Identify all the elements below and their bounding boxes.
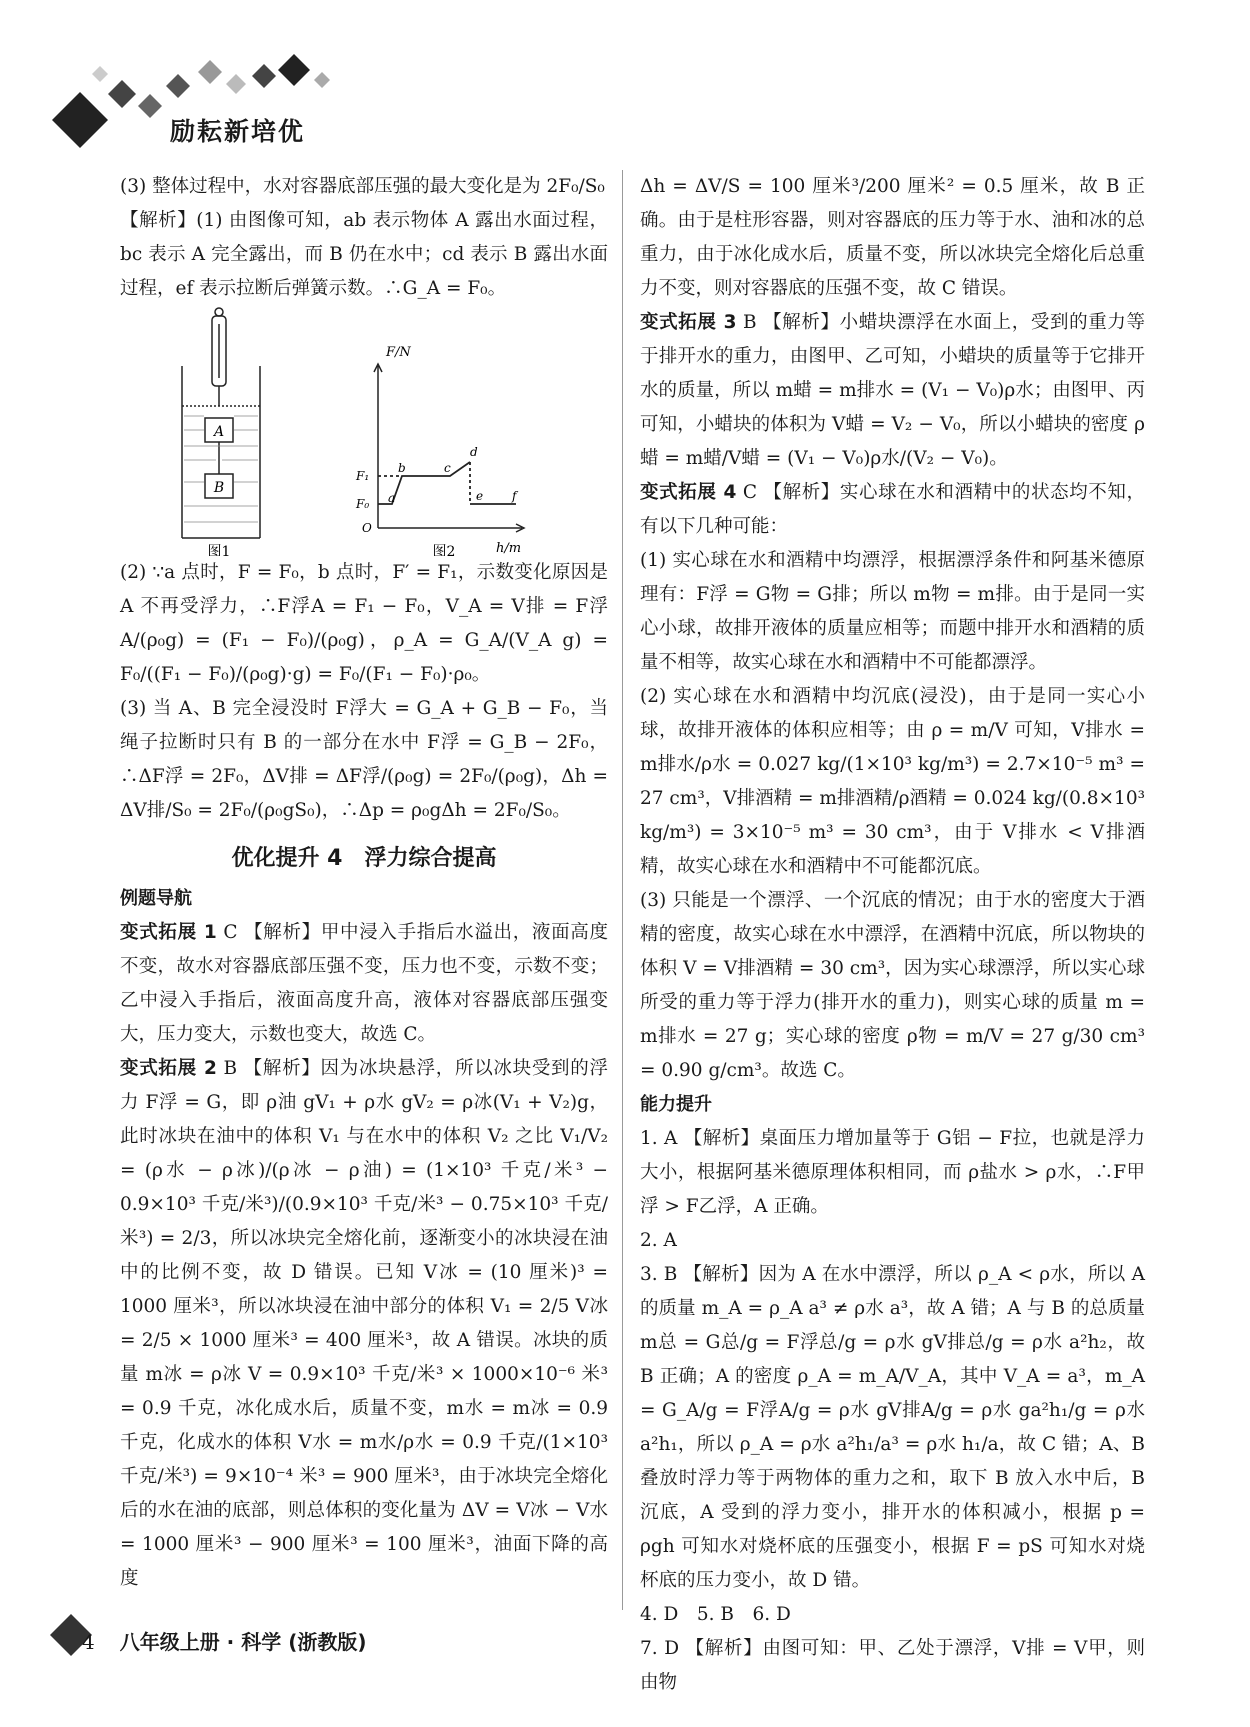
fig1-spring-scale bbox=[212, 308, 226, 406]
left-p4: (3) 当 A、B 完全浸没时 F浮大 = G_A + G_B − F₀，当绳子拉断时只有 B 的一部分在水中 F浮 = G_B − 2F₀，∴ΔF浮 = 2F₀，ΔV排 = ΔF浮/(ρ₀g) = 2F₀/(ρ₀g)，Δh = ΔV排/S₀ = 2F₀/(ρ₀gS₀)，∴Δp = ρ₀gΔh = 2F₀/S₀。 bbox=[120, 698, 608, 821]
ex1 bbox=[120, 916, 608, 1052]
ex2 bbox=[120, 1052, 608, 1596]
answer-4-6: 4. D 5. B 6. D bbox=[640, 1604, 791, 1625]
fig2-point-c: c bbox=[444, 461, 451, 475]
fig2-origin: O bbox=[362, 521, 372, 535]
ex4-text: C 【解析】实心球在水和酒精中的状态均不知，有以下几种可能： bbox=[640, 482, 1145, 537]
brand-title: 励耘新培优 bbox=[170, 117, 306, 146]
left-p2: 【解析】(1) 由图像可知，ab 表示物体 A 露出水面过程，bc 表示 A 完全露出，而 B 仍在水中；cd 表示 B 露出水面过程，ef 表示拉断后弹簧示数。∴G_A = F₀。 bbox=[120, 210, 608, 299]
left-p3: (2) ∵a 点时，F = F₀，b 点时，F′ = F₁，示数变化原因是 A 不再受浮力，∴F浮A = F₁ − F₀，V_A = V排 = F浮A/(ρ₀g) = (F₁ − F₀)/(ρ₀g)，ρ_A = G_A/(V_A g) = F₀/((F₁ − F₀)/(ρ₀g)·g) = F₀/(F₁ − F₀)·ρ₀。 bbox=[120, 562, 608, 685]
answer-1: 1. A 【解析】桌面压力增加量等于 G铝 − F拉，也就是浮力大小，根据阿基米德原理体积相同，而 ρ盐水 > ρ水，∴F甲浮 > F乙浮，A 正确。 bbox=[640, 1128, 1145, 1217]
ex3-text: B 【解析】小蜡块漂浮在水面上，受到的重力等于排开水的重力，由图甲、乙可知，小蜡块的质量等于它排开水的质量，所以 m蜡 = m排水 = (V₁ − V₀)ρ水；由图甲、丙可知，小蜡块的体积为 V蜡 = V₂ − V₀，所以小蜡块的密度 ρ蜡 = m蜡/V蜡 = (V₁ − V₀)ρ水/(V₂ − V₀)。 bbox=[640, 312, 1145, 469]
fig2-f0: F₀ bbox=[356, 497, 370, 511]
right-column bbox=[640, 170, 1145, 1700]
ex4 bbox=[640, 476, 1145, 544]
fig1-label-b: B bbox=[213, 480, 225, 496]
right-p1: Δh = ΔV/S = 100 厘米³/200 厘米² = 0.5 厘米，故 B 正确。由于是柱形容器，则对容器底的压力等于水、油和冰的总重力，由于冰化成水后，质量不变，所以冰块完全熔化后总重力不变，则对容器底的压强不变，故 C 错误。 bbox=[640, 176, 1145, 299]
fig1-caption: 图1 bbox=[207, 544, 231, 556]
ex4-case1: (1) 实心球在水和酒精中均漂浮，根据漂浮条件和阿基米德原理有：F浮 = G物 = G排；所以 m物 = m排。由于是同一实心小球，故排开液体的质量应相等；而题中排开水和酒精的质量不相等，故实心球在水和酒精中不可能都漂浮。 bbox=[640, 550, 1145, 673]
fig2-ylabel: F/N bbox=[386, 345, 411, 360]
ex4-case3: (3) 只能是一个漂浮、一个沉底的情况；由于水的密度大于酒精的密度，故实心球在水中漂浮，在酒精中沉底，所以物块的体积 V = V排酒精 = 30 cm³，因为实心球漂浮，所以实心球所受的重力等于浮力(排开水的重力)，则实心球的质量 m = m排水 = 27 g；实心球的密度 ρ物 = m/V = 27 g/30 cm³ = 0.90 g/cm³。故选 C。 bbox=[640, 890, 1145, 1081]
fig2-f1: F₁ bbox=[356, 469, 370, 483]
ex2-label: 变式拓展 2 bbox=[120, 1058, 217, 1079]
ex1-text: C 【解析】甲中浸入手指后水溢出，液面高度不变，故水对容器底部压强不变，压力也不变，示数不变；乙中浸入手指后，液面高度升高，液体对容器底部压强变大，压力变大，示数也变大，故选 C。 bbox=[120, 922, 608, 1045]
page-number: 4 bbox=[82, 1630, 95, 1654]
sub-title-ability: 能力提升 bbox=[640, 1094, 712, 1115]
fig2-point-f: f bbox=[512, 489, 517, 503]
fig1-label-a: A bbox=[213, 424, 225, 440]
fig2-point-a: a bbox=[388, 491, 396, 505]
footer bbox=[82, 1626, 366, 1655]
left-p1: (3) 整体过程中，水对容器底部压强的最大变化是为 2F₀/S₀ bbox=[120, 176, 605, 197]
ex4-case2: (2) 实心球在水和酒精中均沉底(浸没)，由于是同一实心小球，故排开液体的体积应相等；由 ρ = m/V 可知，V排水 = m排水/ρ水 = 0.027 kg/(1×10³ kg/m³) = 2.7×10⁻⁵ m³ = 27 cm³，V排酒精 = m排酒精/ρ酒精 = 0.024 kg/(0.8×10³ kg/m³) = 3×10⁻⁵ m³ = 30 cm³，由于 V排水 < V排酒精，故实心球在水和酒精中不可能都沉底。 bbox=[640, 686, 1146, 877]
fig2-point-e: e bbox=[476, 489, 484, 503]
column-divider bbox=[622, 170, 623, 1610]
answer-2: 2. A bbox=[640, 1230, 677, 1251]
fig1-container bbox=[182, 366, 260, 538]
fig2-point-b: b bbox=[398, 461, 406, 475]
book-title: 八年级上册 · 科学 (浙教版) bbox=[119, 1630, 367, 1654]
figure-drawings bbox=[120, 306, 608, 556]
answer-7: 7. D 【解析】由图可知：甲、乙处于漂浮，V排 = V甲，则由物 bbox=[640, 1638, 1145, 1693]
figures bbox=[120, 306, 608, 556]
fig2-caption: 图2 bbox=[432, 544, 456, 556]
sub-title-examples: 例题导航 bbox=[120, 888, 192, 909]
ex3 bbox=[640, 306, 1145, 476]
answer-3: 3. B 【解析】因为 A 在水中漂浮，所以 ρ_A < ρ水，所以 A 的质量 m_A = ρ_A a³ ≠ ρ水 a³，故 A 错；A 与 B 的总质量 m总 = G总/g = F浮总/g = ρ水 gV排总/g = ρ水 a²h₂，故 B 正确；A 的密度 ρ_A = m_A/V_A，其中 V_A = a³，m_A = G_A/g = F浮A/g = ρ水 gV排A/g = ρ水 ga²h₁/g = ρ水 a²h₁，所以 ρ_A = ρ水 a²h₁/a³ = ρ水 h₁/a，故 C 错；A、B 叠放时浮力等于两物体的重力之和，取下 B 放入水中后，B 沉底，A 受到的浮力变小，排开水的体积减小，根据 p = ρgh 可知水对烧杯底的压强变小，根据 F = pS 可知水对烧杯底的压力变小，故 D 错。 bbox=[640, 1264, 1145, 1591]
ex3-label: 变式拓展 3 bbox=[640, 312, 737, 333]
section-title: 优化提升 4 浮力综合提高 bbox=[231, 846, 497, 871]
fig2-axes bbox=[374, 364, 524, 532]
ex4-label: 变式拓展 4 bbox=[640, 482, 737, 503]
left-column bbox=[120, 170, 608, 1596]
ex2-text: B 【解析】因为冰块悬浮，所以冰块受到的浮力 F浮 = G，即 ρ油 gV₁ + ρ水 gV₂ = ρ冰(V₁ + V₂)g，此时冰块在油中的体积 V₁ 与在水中的体积 V₂ 之比 V₁/V₂ = (ρ水 − ρ冰)/(ρ冰 − ρ油) = (1×10³ 千克/米³ − 0.9×10³ 千克/米³)/(0.9×10³ 千克/米³ − 0.75×10³ 千克/米³) = 2/3，所以冰块完全熔化前，逐渐变小的冰块浸在油中的比例不变，故 D 错误。已知 V冰 = (10 厘米)³ = 1000 厘米³，所以冰块浸在油中部分的体积 V₁ = 2/5 V冰 = 2/5 × 1000 厘米³ = 400 厘米³，故 A 错误。冰块的质量 m冰 = ρ冰 V = 0.9×10³ 千克/米³ × 1000×10⁻⁶ 米³ = 0.9 千克，冰化成水后，质量不变，m水 = m冰 = 0.9 千克，化成水的体积 V水 = m水/ρ水 = 0.9 千克/(1×10³ 千克/米³) = 9×10⁻⁴ 米³ = 900 厘米³，由于冰块完全熔化后的水在油的底部，则总体积的变化量为 ΔV = V冰 − V水 = 1000 厘米³ − 900 厘米³ = 100 厘米³，油面下降的高度 bbox=[120, 1058, 608, 1589]
fig2-xlabel: h/m bbox=[496, 541, 522, 556]
fig2-point-d: d bbox=[470, 445, 478, 459]
ex1-label: 变式拓展 1 bbox=[120, 922, 217, 943]
